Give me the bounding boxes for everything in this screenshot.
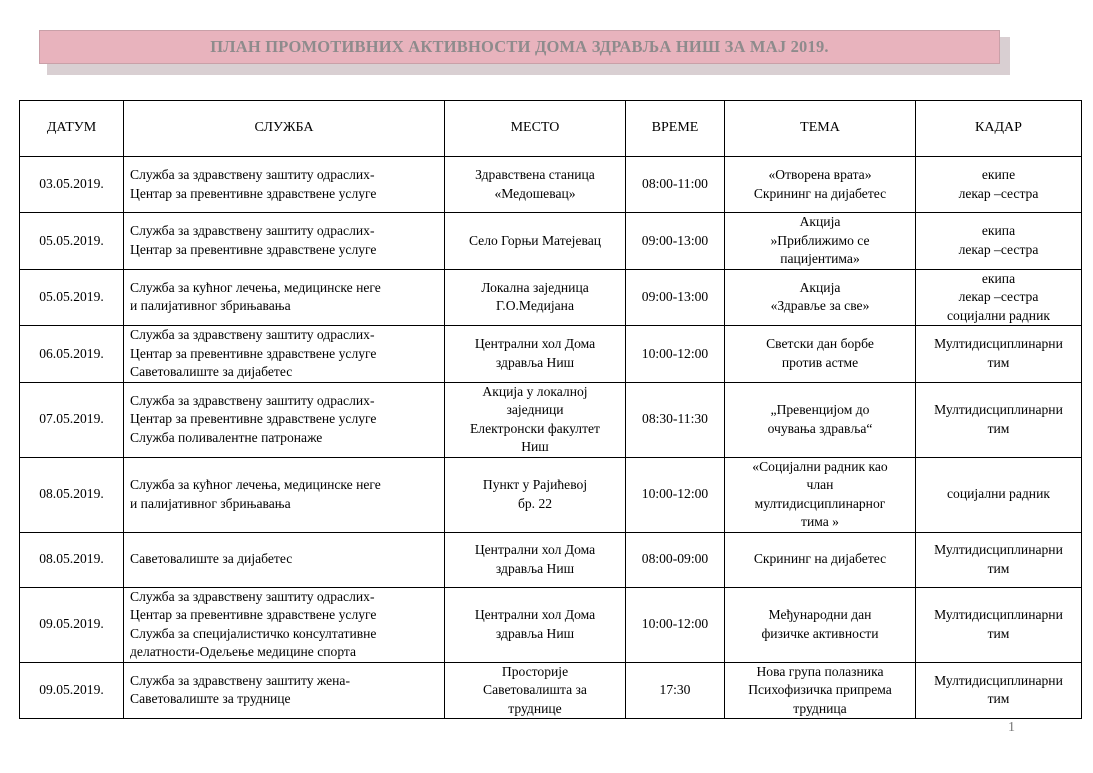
topic-cell-line: физичке активности [761, 625, 879, 641]
service-cell-line: Саветовалиште за труднице [130, 691, 291, 707]
topic-cell [725, 382, 916, 457]
staff-cell [916, 532, 1082, 587]
service-cell [124, 157, 445, 213]
table-row [20, 532, 1082, 587]
location-cell-line: Ниш [521, 439, 549, 454]
service-cell [124, 532, 445, 587]
staff-cell-line: социјални радник [947, 307, 1050, 323]
service-cell-line: Служба за здравствену заштиту жена- [130, 672, 350, 688]
time-cell: 09:00-13:00 [626, 269, 725, 326]
location-cell [445, 326, 626, 383]
document-title: ПЛАН ПРОМОТИВНИХ АКТИВНОСТИ ДОМА ЗДРАВЉА НИШ ЗА МАЈ 2019. [210, 37, 829, 56]
service-cell-line: Центар за превентивне здравствене услуге [130, 411, 377, 427]
staff-cell-line: екипа [981, 223, 1016, 239]
staff-cell-line: тим [987, 625, 1010, 641]
topic-cell [725, 213, 916, 270]
service-cell-line: Служба за здравствену заштиту одраслих- [130, 167, 375, 182]
location-cell-line: Централни хол Дома [474, 336, 596, 352]
location-cell [445, 457, 626, 532]
staff-cell-line: Мултидисциплинарни [934, 672, 1063, 688]
topic-cell [725, 269, 916, 326]
time-cell: 10:00-12:00 [626, 326, 725, 383]
topic-cell-line: Скрининг на дијабетес [753, 551, 887, 567]
location-cell [445, 382, 626, 457]
time-cell: 17:30 [626, 662, 725, 719]
topic-cell-line: члан [806, 477, 834, 492]
title-banner [39, 30, 1000, 64]
service-cell-line: Центар за превентивне здравствене услуге [130, 345, 377, 361]
topic-cell-line: тима » [801, 514, 839, 529]
date-cell: 05.05.2019. [20, 213, 124, 270]
topic-cell-line: пацијентима» [780, 251, 860, 266]
topic-cell-line: «Отворена врата» [768, 167, 872, 182]
service-cell-line: Саветовалиште за дијабетес [130, 364, 293, 379]
topic-cell-line: »Приближимо се [770, 232, 870, 248]
table-row [20, 587, 1082, 662]
service-cell-line: Служба за здравствену заштиту одраслих- [130, 223, 375, 239]
location-cell-line: здравља Ниш [495, 560, 575, 576]
location-cell-line: бр. 22 [517, 495, 553, 511]
table-body [20, 157, 1082, 719]
location-cell-line: Село Горњи Матејевац [468, 232, 602, 248]
topic-cell [725, 662, 916, 719]
topic-cell-line: Скрининг на дијабетес [753, 185, 887, 201]
location-cell [445, 532, 626, 587]
table-row [20, 382, 1082, 457]
date-cell: 08.05.2019. [20, 532, 124, 587]
staff-cell-line: социјални радник [947, 486, 1050, 502]
staff-cell-line: екипа [981, 270, 1016, 286]
topic-cell-line: Акција [799, 214, 841, 229]
service-cell [124, 269, 445, 326]
topic-cell-line: Међународни дан [768, 607, 872, 622]
time-cell: 09:00-13:00 [626, 213, 725, 270]
service-cell-line: Служба за здравствену заштиту одраслих- [130, 327, 375, 342]
header-date: ДАТУМ [20, 101, 124, 157]
staff-cell [916, 157, 1082, 213]
date-cell: 09.05.2019. [20, 587, 124, 662]
time-cell: 08:30-11:30 [626, 382, 725, 457]
service-cell-line: Центар за превентивне здравствене услуге [130, 185, 377, 201]
date-cell: 07.05.2019. [20, 382, 124, 457]
staff-cell-line: тим [987, 420, 1010, 436]
table-row [20, 157, 1082, 213]
topic-cell-line: Психофизичка припрема [748, 682, 892, 697]
header-staff: КАДАР [916, 101, 1082, 157]
service-cell [124, 382, 445, 457]
location-cell-line: Пункт у Рајићевој [482, 477, 588, 492]
staff-cell [916, 662, 1082, 719]
date-cell: 05.05.2019. [20, 269, 124, 326]
location-cell [445, 662, 626, 719]
staff-cell [916, 457, 1082, 532]
topic-cell-line: Нова група полазника [756, 663, 884, 679]
topic-cell-line: Акција [799, 279, 841, 295]
date-cell: 03.05.2019. [20, 157, 124, 213]
service-cell-line: Центар за превентивне здравствене услуге [130, 241, 377, 257]
staff-cell-line: тим [987, 691, 1010, 707]
service-cell-line: Саветовалиште за дијабетес [130, 551, 293, 567]
location-cell [445, 157, 626, 213]
topic-cell-line: трудница [793, 700, 847, 716]
staff-cell [916, 587, 1082, 662]
time-cell: 10:00-12:00 [626, 457, 725, 532]
staff-cell [916, 269, 1082, 326]
table-row [20, 213, 1082, 270]
staff-cell-line: Мултидисциплинарни [934, 607, 1063, 622]
topic-cell-line: «Социјални радник као [752, 458, 888, 474]
time-cell: 10:00-12:00 [626, 587, 725, 662]
service-cell [124, 457, 445, 532]
service-cell [124, 213, 445, 270]
service-cell [124, 587, 445, 662]
location-cell-line: Здравствена станица [475, 167, 595, 182]
service-cell [124, 662, 445, 719]
service-cell-line: делатности-Одељење медицине спорта [130, 644, 357, 659]
topic-cell-line: Светски дан борбе [766, 336, 874, 352]
date-cell: 06.05.2019. [20, 326, 124, 383]
location-cell [445, 213, 626, 270]
staff-cell-line: лекар –сестра [958, 241, 1039, 257]
location-cell-line: труднице [508, 700, 562, 716]
staff-cell-line: тим [987, 560, 1010, 576]
location-cell-line: Електронски факултет [470, 420, 600, 436]
topic-cell-line: „Превенцијом до [770, 402, 870, 417]
location-cell-line: Просторије [501, 663, 569, 679]
service-cell-line: Служба за специјалистичко консултативне [130, 625, 377, 641]
location-cell-line: здравља Ниш [495, 625, 575, 641]
location-cell-line: Г.О.Медијана [495, 298, 574, 314]
staff-cell [916, 213, 1082, 270]
topic-cell [725, 326, 916, 383]
service-cell-line: Служба за кућног лечења, медицинске неге [130, 477, 381, 492]
location-cell-line: заједници [506, 402, 564, 417]
location-cell-line: здравља Ниш [495, 354, 575, 370]
location-cell [445, 587, 626, 662]
service-cell-line: Служба за здравствену заштиту одраслих- [130, 392, 375, 408]
table-row [20, 269, 1082, 326]
staff-cell-line: Мултидисциплинарни [934, 402, 1063, 417]
staff-cell [916, 326, 1082, 383]
topic-cell [725, 587, 916, 662]
service-cell-line: и палијативног збрињавања [130, 298, 291, 314]
topic-cell-line: против астме [781, 354, 859, 370]
staff-cell-line: лекар –сестра [958, 289, 1039, 304]
table-row [20, 662, 1082, 719]
date-cell: 08.05.2019. [20, 457, 124, 532]
header-service: СЛУЖБА [124, 101, 445, 157]
topic-cell-line: «Здравље за све» [770, 298, 870, 314]
location-cell [445, 269, 626, 326]
topic-cell-line: мултидисциплинарног [754, 495, 886, 511]
location-cell-line: Централни хол Дома [474, 607, 596, 622]
location-cell-line: Локална заједница [481, 279, 589, 295]
header-time: ВРЕМЕ [626, 101, 725, 157]
time-cell: 08:00-09:00 [626, 532, 725, 587]
topic-cell-line: очувања здравља“ [767, 420, 873, 436]
staff-cell-line: екипе [981, 167, 1016, 182]
table-header-row [20, 101, 1082, 157]
time-cell: 08:00-11:00 [626, 157, 725, 213]
table-row [20, 326, 1082, 383]
service-cell [124, 326, 445, 383]
table-row [20, 457, 1082, 532]
date-cell: 09.05.2019. [20, 662, 124, 719]
topic-cell [725, 157, 916, 213]
staff-cell-line: лекар –сестра [958, 185, 1039, 201]
activity-plan-table [19, 100, 1082, 719]
page-number: 1 [1008, 720, 1015, 735]
service-cell-line: Служба за кућног лечења, медицинске неге [130, 279, 381, 295]
staff-cell-line: тим [987, 354, 1010, 370]
location-cell-line: Саветовалишта за [483, 682, 587, 697]
staff-cell [916, 382, 1082, 457]
location-cell-line: Централни хол Дома [474, 542, 596, 557]
topic-cell [725, 457, 916, 532]
location-cell-line: Акција у локалној [482, 383, 588, 399]
service-cell-line: Служба за здравствену заштиту одраслих- [130, 588, 375, 604]
service-cell-line: и палијативног збрињавања [130, 495, 291, 511]
service-cell-line: Центар за превентивне здравствене услуге [130, 607, 377, 622]
location-cell-line: «Медошевац» [494, 185, 576, 201]
header-location: МЕСТО [445, 101, 626, 157]
topic-cell [725, 532, 916, 587]
service-cell-line: Служба поливалентне патронаже [130, 429, 323, 445]
staff-cell-line: Мултидисциплинарни [934, 336, 1063, 352]
header-topic: ТЕМА [725, 101, 916, 157]
staff-cell-line: Мултидисциплинарни [934, 542, 1063, 557]
